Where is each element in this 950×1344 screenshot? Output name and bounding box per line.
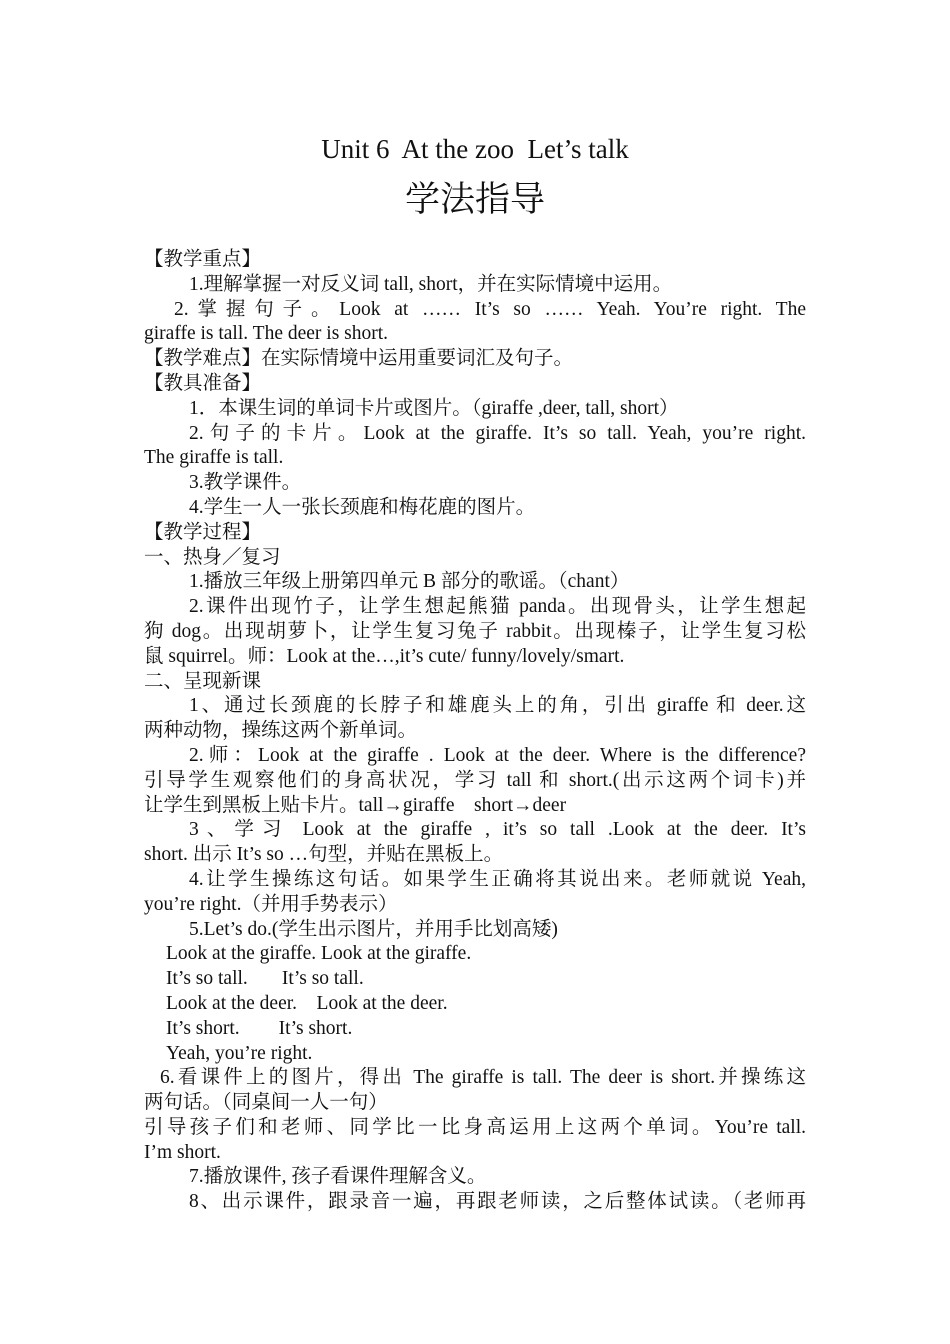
paragraph-line: 7.播放课件, 孩子看课件理解含义。 [189, 1166, 487, 1188]
paragraph-line: 5.Let’s do.(学生出示图片，并用手比划高矮) [189, 918, 558, 940]
paragraph-line: 4.让学生操练这句话。如果学生正确将其说出来。老师就说 Yeah, [189, 868, 806, 890]
paragraph-line: 1.理解掌握一对反义词 tall, short，并在实际情境中运用。 [189, 273, 673, 295]
paragraph-line: 1．本课生词的单词卡片或图片。（giraffe ,deer, tall, short） [189, 397, 679, 419]
paragraph-line: 8、出示课件，跟录音一遍，再跟老师读，之后整体试读。（老师再 [189, 1191, 806, 1213]
paragraph-line: giraffe is tall. The deer is short. [144, 323, 389, 345]
paragraph-line: The giraffe is tall. [144, 447, 284, 469]
paragraph-line: 2.师：Look at the giraffe . Look at the deer. Where is the difference? [189, 744, 806, 766]
paragraph-line: 引导孩子们和老师、同学比一比身高运用上这两个单词。You’re tall. [144, 1116, 806, 1138]
paragraph-line: 两种动物，操练这两个新单词。 [144, 720, 418, 742]
document-subtitle: 学法指导 [404, 180, 545, 220]
chant-line: It’s so tall. It’s so tall. [166, 968, 364, 990]
section-heading-difficulties: 【教学难点】在实际情境中运用重要词汇及句子。 [144, 348, 574, 370]
paragraph-line: 2.课件出现竹子，让学生想起熊猫 panda。出现骨头，让学生想起 [189, 596, 806, 618]
paragraph-line: 狗 dog。出现胡萝卜，让学生复习兔子 rabbit。出现榛子，让学生复习松 [144, 620, 806, 642]
section-heading-materials: 【教具准备】 [144, 372, 262, 394]
paragraph-line: 6.看课件上的图片，得出 The giraffe is tall. The deer is short.并操练这 [160, 1067, 806, 1089]
paragraph-line: I’m short. [144, 1141, 221, 1163]
paragraph-line: 3、学习 Look at the giraffe , it’s so tall .Look at the deer. It’s [189, 819, 806, 841]
paragraph-line: 鼠 squirrel。师：Look at the…,it’s cute/ funny/lovely/smart. [144, 645, 625, 667]
paragraph-line: 2.掌握句子。Look at …… It’s so …… Yeah. You’re right. The [174, 298, 806, 320]
paragraph-line: short. 出示 It’s so …句型，并贴在黑板上。 [144, 844, 504, 866]
subsection-heading-warmup: 一、热身／复习 [144, 546, 281, 568]
paragraph-line: 引导学生观察他们的身高状况，学习 tall 和 short.(出示这两个词卡)并 [144, 769, 806, 791]
subsection-heading-presentation: 二、呈现新课 [144, 670, 262, 692]
section-heading-key-points: 【教学重点】 [144, 249, 262, 270]
section-heading-process: 【教学过程】 [144, 521, 262, 543]
paragraph-line: 4.学生一人一张长颈鹿和梅花鹿的图片。 [189, 496, 536, 518]
chant-line: Look at the giraffe. Look at the giraffe. [166, 943, 472, 965]
paragraph-line: you’re right.（并用手势表示） [144, 893, 398, 915]
chant-line: It’s short. It’s short. [166, 1017, 353, 1039]
paragraph-line: 1、通过长颈鹿的长脖子和雄鹿头上的角，引出 giraffe 和 deer.这 [189, 695, 806, 717]
chant-line: Look at the deer. Look at the deer. [166, 992, 448, 1014]
paragraph-line: 2.句子的卡片。Look at the giraffe. It’s so tall. Yeah, you’re right. [189, 422, 806, 444]
paragraph-line: 3.教学课件。 [189, 472, 302, 494]
paragraph-line: 让学生到黑板上贴卡片。tall→giraffe short→deer [144, 794, 567, 816]
paragraph-line: 1.播放三年级上册第四单元 B 部分的歌谣。（chant） [189, 571, 630, 593]
document-body [144, 248, 806, 1215]
paragraph-line: 两句话。（同桌间一人一句） [144, 1092, 388, 1114]
chant-line: Yeah, you’re right. [166, 1042, 313, 1064]
document-title: Unit 6 At the zoo Let’s talk [321, 134, 629, 164]
